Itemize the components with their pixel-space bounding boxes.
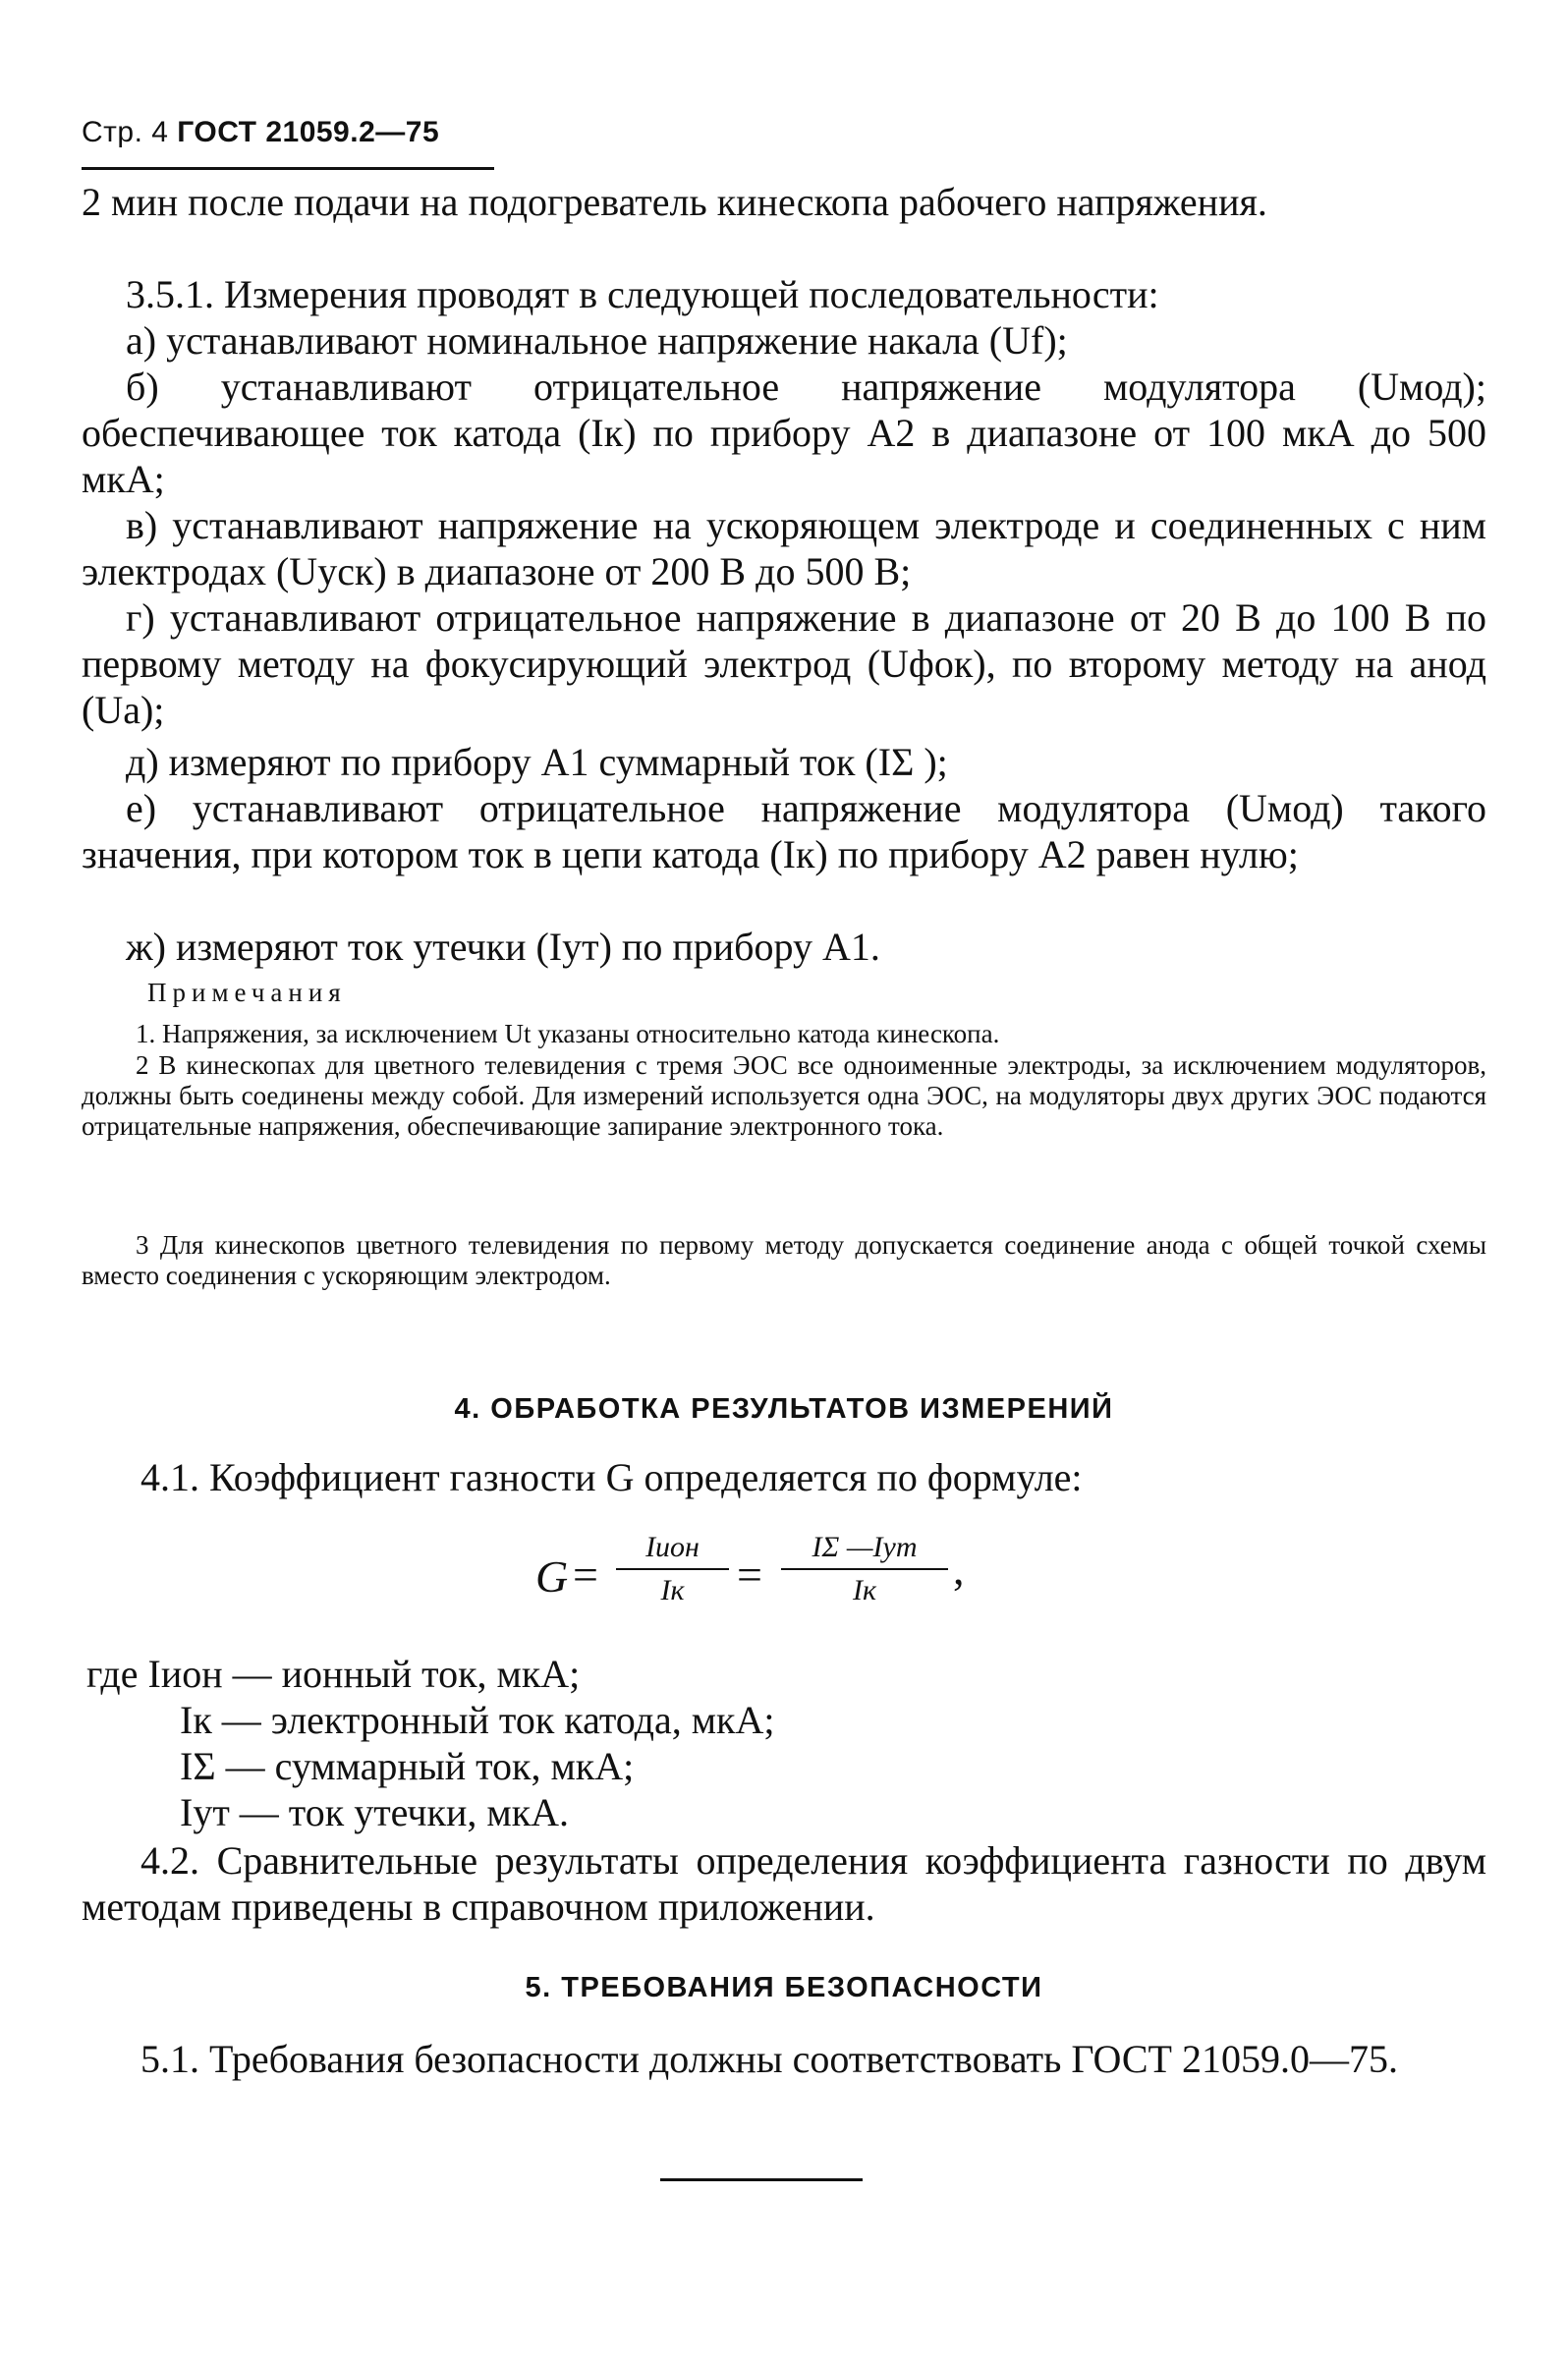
- end-rule: [660, 2178, 863, 2181]
- list-item-b: б) устанавливают отрицательное напряжение модулятора (Uмод); обеспечивающее ток катода (Iк) по прибору A2 в диапазоне от 100 мкА до 500 мкА;: [82, 365, 1486, 501]
- formula-equals-1: =: [573, 1549, 598, 1600]
- list-item-d: д) измеряют по прибору A1 суммарный ток (IΣ );: [126, 740, 948, 784]
- gas-coefficient-formula: [535, 1531, 1007, 1629]
- fraction-2-numerator: IΣ —Iут: [781, 1531, 948, 1570]
- fraction-1-numerator: Iион: [616, 1531, 729, 1570]
- section-4-heading: 4. ОБРАБОТКА РЕЗУЛЬТАТОВ ИЗМЕРЕНИЙ: [454, 1393, 1114, 1425]
- list-item-v: в) устанавливают напряжение на ускоряющем электроде и соединенных с ним электродах (Uуск) в диапазоне от 200 В до 500 В;: [82, 503, 1486, 593]
- paragraph-4-1: 4.1. Коэффициент газности G определяется по формуле:: [140, 1455, 1083, 1499]
- page-number: Стр. 4: [82, 116, 169, 148]
- paragraph-5-1: 5.1. Требования безопасности должны соответствовать ГОСТ 21059.0—75.: [140, 2037, 1398, 2081]
- note-3: 3 Для кинескопов цветного телевидения по первому методу допускается соединение анода с общей точкой схемы вместо соединения с ускоряющим электродом.: [82, 1230, 1486, 1290]
- list-item-e: е) устанавливают отрицательное напряжение модулятора (Uмод) такого значения, при котором ток в цепи катода (Iк) по прибору A2 равен нулю;: [82, 786, 1486, 876]
- fraction-1: [616, 1531, 729, 1607]
- where-line-2: Iк — электронный ток катода, мкА;: [180, 1698, 775, 1742]
- section-5-heading: 5. ТРЕБОВАНИЯ БЕЗОПАСНОСТИ: [525, 1972, 1043, 2003]
- header-rule: [82, 167, 494, 170]
- where-line-3: IΣ — суммарный ток, мкА;: [180, 1744, 635, 1788]
- note-1: 1. Напряжения, за исключением Ut указаны относительно катода кинескопа.: [136, 1019, 1000, 1048]
- formula-comma: ,: [953, 1544, 965, 1594]
- list-item-g: г) устанавливают отрицательное напряжение в диапазоне от 20 В до 100 В по первому методу на фокусирующий электрод (Uфок), по второму методу на анод (Uа);: [82, 595, 1486, 732]
- paragraph-3-5-1: 3.5.1. Измерения проводят в следующей последовательности:: [126, 272, 1159, 316]
- formula-equals-2: =: [737, 1549, 762, 1600]
- list-item-zh: ж) измеряют ток утечки (Iут) по прибору A1.: [126, 925, 880, 969]
- fraction-2-denominator: Iк: [852, 1574, 877, 1606]
- page-header: [82, 116, 439, 149]
- where-line-4: Iут — ток утечки, мкА.: [180, 1790, 570, 1834]
- note-2: 2 В кинескопах для цветного телевидения с тремя ЭОС все одноименные электроды, за исключением модуляторов, должны быть соединены между собой. Для измерений используется одна ЭОС, на модуляторы двух других ЭОС подаются отрицательные напряжения, обеспечивающие запирание электронного тока.: [82, 1050, 1486, 1141]
- notes-title: Примечания: [147, 978, 347, 1007]
- where-line-1: где Iион — ионный ток, мкА;: [86, 1652, 581, 1696]
- list-item-a: а) устанавливают номинальное напряжение накала (Uf);: [126, 318, 1068, 363]
- paragraph-4-2: 4.2. Сравнительные результаты определения коэффициента газности по двум методам приведены в справочном приложении.: [82, 1838, 1486, 1929]
- fraction-2: [781, 1531, 948, 1607]
- paragraph-intro: 2 мин после подачи на подогреватель кинескопа рабочего напряжения.: [82, 180, 1267, 224]
- standard-code: ГОСТ 21059.2—75: [177, 116, 440, 148]
- fraction-1-denominator: Iк: [660, 1574, 685, 1606]
- formula-lhs: G: [535, 1551, 569, 1602]
